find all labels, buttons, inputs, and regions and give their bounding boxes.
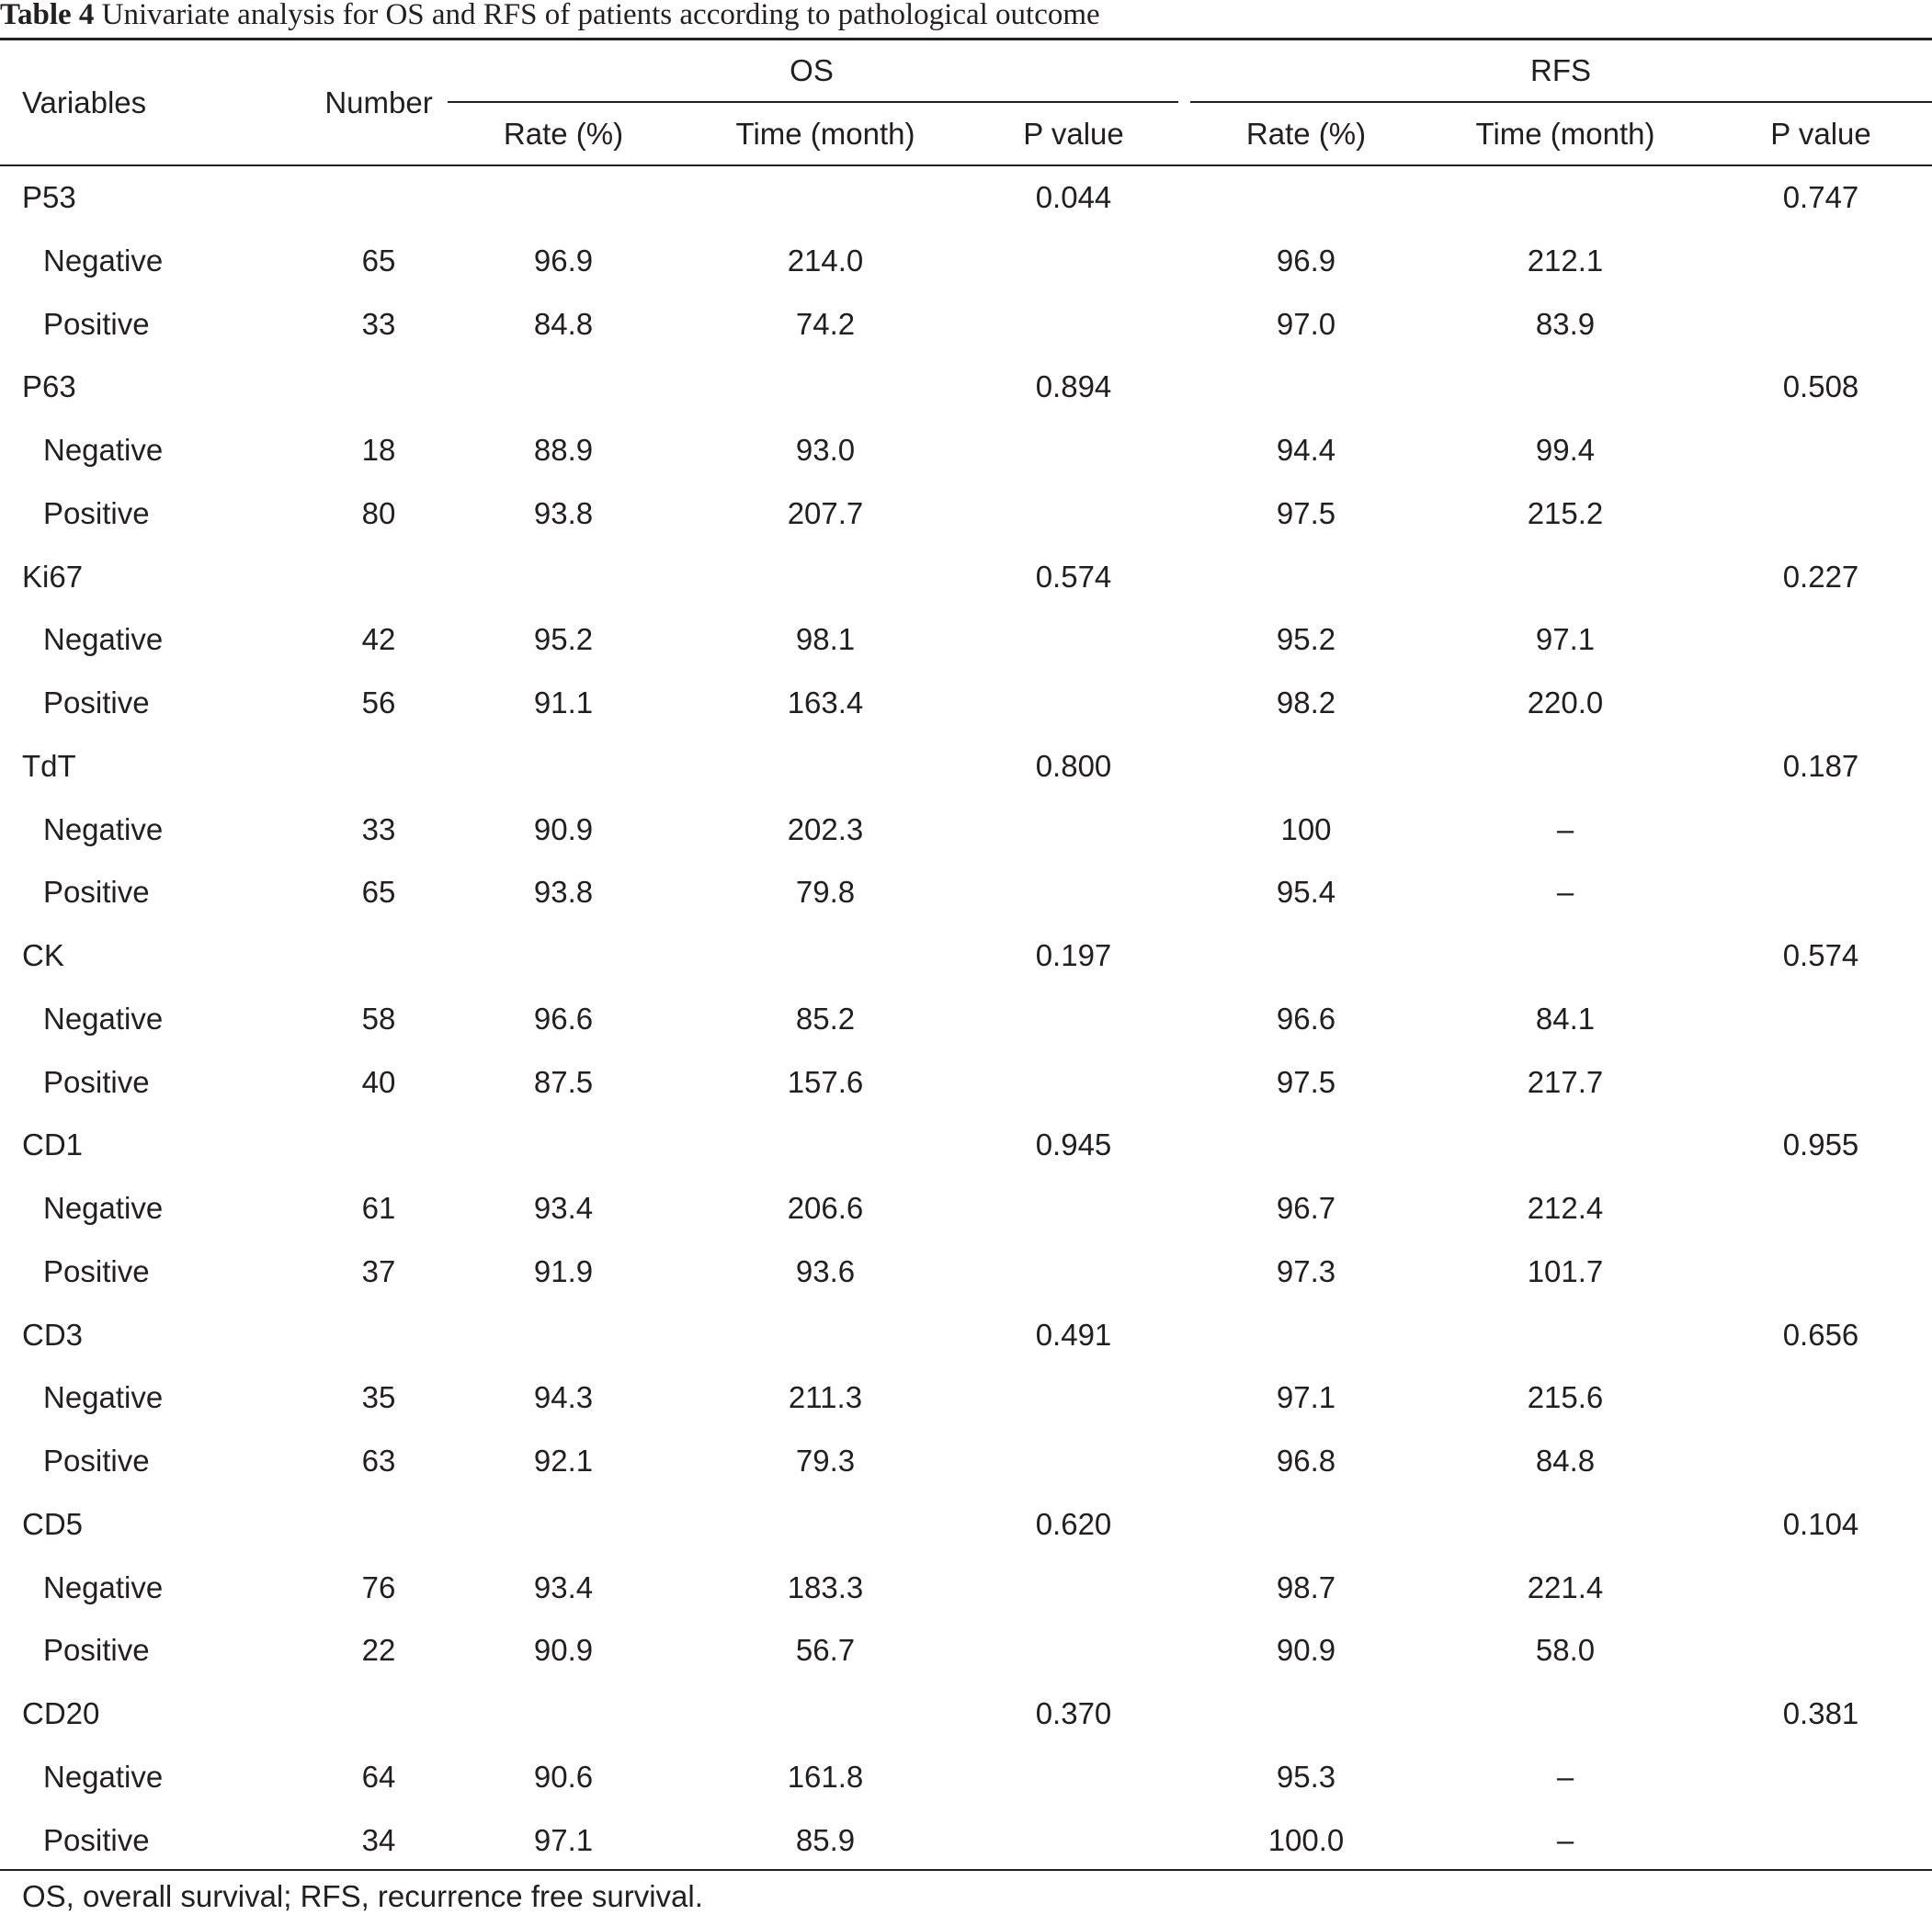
subgroup-label: Positive bbox=[43, 686, 150, 720]
rfs-time: – bbox=[1556, 875, 1574, 909]
rfs-time: – bbox=[1556, 1823, 1574, 1857]
os-rate: 95.2 bbox=[533, 622, 594, 656]
subgroup-label: Negative bbox=[43, 1380, 164, 1414]
subgroup-label: Negative bbox=[43, 244, 164, 278]
os-group-rule bbox=[448, 101, 1178, 103]
os-rate: 96.9 bbox=[533, 244, 594, 278]
subgroup-label: Positive bbox=[43, 1633, 150, 1667]
rfs-rate: 97.5 bbox=[1276, 496, 1336, 530]
subgroup-label: Negative bbox=[43, 1191, 164, 1225]
rfs-rate: 97.5 bbox=[1276, 1065, 1336, 1099]
os-time: 211.3 bbox=[788, 1380, 863, 1414]
variable-name: CD3 bbox=[22, 1318, 84, 1352]
rfs-rate: 100 bbox=[1280, 812, 1332, 846]
rfs-p-value: 0.656 bbox=[1782, 1318, 1859, 1352]
table-footnote: OS, overall survival; RFS, recurrence free survival. bbox=[22, 1879, 703, 1913]
subgroup-label: Negative bbox=[43, 433, 164, 467]
rfs-rate: 96.8 bbox=[1276, 1444, 1336, 1478]
rfs-rate: 96.6 bbox=[1276, 1002, 1336, 1036]
rfs-time: 217.7 bbox=[1527, 1065, 1604, 1099]
header-rfs-time: Time (month) bbox=[1475, 117, 1655, 151]
rfs-rate: 97.0 bbox=[1276, 307, 1336, 341]
table-label: Table 4 bbox=[0, 0, 95, 31]
patient-count: 33 bbox=[361, 307, 396, 341]
os-time: 214.0 bbox=[787, 244, 864, 278]
patient-count: 64 bbox=[361, 1760, 396, 1794]
subgroup-label: Negative bbox=[43, 622, 164, 656]
subgroup-label: Negative bbox=[43, 1760, 164, 1794]
rfs-time: 83.9 bbox=[1535, 307, 1596, 341]
patient-count: 61 bbox=[361, 1191, 396, 1225]
os-rate: 91.1 bbox=[533, 686, 594, 720]
variable-name: Ki67 bbox=[22, 560, 84, 594]
os-time: 183.3 bbox=[787, 1570, 864, 1604]
os-p-value: 0.945 bbox=[1035, 1127, 1112, 1161]
os-rate: 93.4 bbox=[533, 1570, 594, 1604]
rfs-rate: 95.2 bbox=[1276, 622, 1336, 656]
patient-count: 18 bbox=[361, 433, 396, 467]
os-time: 157.6 bbox=[787, 1065, 864, 1099]
os-p-value: 0.800 bbox=[1035, 749, 1112, 783]
patient-count: 37 bbox=[361, 1254, 396, 1288]
patient-count: 22 bbox=[361, 1633, 396, 1667]
os-p-value: 0.491 bbox=[1035, 1318, 1112, 1352]
os-p-value: 0.894 bbox=[1035, 369, 1112, 403]
table-title: Univariate analysis for OS and RFS of patients according to pathological outcome bbox=[101, 0, 1100, 31]
subgroup-label: Positive bbox=[43, 875, 150, 909]
subgroup-label: Positive bbox=[43, 1444, 150, 1478]
os-rate: 97.1 bbox=[533, 1823, 594, 1857]
patient-count: 35 bbox=[361, 1380, 396, 1414]
rfs-p-value: 0.747 bbox=[1782, 180, 1859, 214]
rfs-time: 215.6 bbox=[1527, 1380, 1604, 1414]
rfs-time: 101.7 bbox=[1527, 1254, 1604, 1288]
rfs-time: 220.0 bbox=[1527, 686, 1604, 720]
variable-name: P53 bbox=[22, 180, 76, 214]
top-rule bbox=[0, 38, 1932, 40]
rfs-rate: 96.9 bbox=[1276, 244, 1336, 278]
os-time: 202.3 bbox=[787, 812, 864, 846]
variable-name: CK bbox=[22, 938, 64, 972]
subgroup-label: Negative bbox=[43, 1002, 164, 1036]
subgroup-label: Positive bbox=[43, 1065, 150, 1099]
subgroup-label: Positive bbox=[43, 1823, 150, 1857]
rfs-p-value: 0.104 bbox=[1782, 1507, 1859, 1541]
rfs-rate: 95.4 bbox=[1276, 875, 1336, 909]
patient-count: 56 bbox=[361, 686, 396, 720]
rfs-rate: 97.1 bbox=[1276, 1380, 1336, 1414]
header-os-p: P value bbox=[1023, 117, 1124, 151]
rfs-time: 97.1 bbox=[1535, 622, 1596, 656]
subgroup-label: Negative bbox=[43, 812, 164, 846]
os-rate: 87.5 bbox=[533, 1065, 594, 1099]
patient-count: 80 bbox=[361, 496, 396, 530]
header-rfs-p: P value bbox=[1770, 117, 1871, 151]
os-p-value: 0.574 bbox=[1035, 560, 1112, 594]
rfs-time: 84.8 bbox=[1535, 1444, 1596, 1478]
rfs-p-value: 0.381 bbox=[1782, 1696, 1859, 1730]
os-rate: 90.6 bbox=[533, 1760, 594, 1794]
os-rate: 88.9 bbox=[533, 433, 594, 467]
subgroup-label: Positive bbox=[43, 1254, 150, 1288]
os-time: 207.7 bbox=[787, 496, 864, 530]
os-time: 74.2 bbox=[795, 307, 856, 341]
os-p-value: 0.197 bbox=[1035, 938, 1112, 972]
variable-name: P63 bbox=[22, 369, 76, 403]
os-rate: 96.6 bbox=[533, 1002, 594, 1036]
rfs-time: – bbox=[1556, 1760, 1574, 1794]
os-time: 85.2 bbox=[795, 1002, 856, 1036]
rfs-rate: 97.3 bbox=[1276, 1254, 1336, 1288]
subgroup-label: Positive bbox=[43, 496, 150, 530]
patient-count: 58 bbox=[361, 1002, 396, 1036]
variable-name: TdT bbox=[22, 749, 76, 783]
subgroup-label: Negative bbox=[43, 1570, 164, 1604]
rfs-time: 58.0 bbox=[1535, 1633, 1596, 1667]
os-rate: 93.8 bbox=[533, 875, 594, 909]
patient-count: 34 bbox=[361, 1823, 396, 1857]
os-time: 98.1 bbox=[795, 622, 856, 656]
os-p-value: 0.620 bbox=[1035, 1507, 1112, 1541]
rfs-time: 221.4 bbox=[1527, 1570, 1604, 1604]
patient-count: 40 bbox=[361, 1065, 396, 1099]
header-os-rate: Rate (%) bbox=[503, 117, 624, 151]
os-time: 206.6 bbox=[787, 1191, 864, 1225]
os-time: 79.8 bbox=[795, 875, 856, 909]
header-os-group: OS bbox=[790, 53, 834, 87]
os-rate: 93.8 bbox=[533, 496, 594, 530]
os-rate: 91.9 bbox=[533, 1254, 594, 1288]
header-rfs-rate: Rate (%) bbox=[1245, 117, 1367, 151]
os-time: 79.3 bbox=[795, 1444, 856, 1478]
header-rule bbox=[0, 164, 1932, 166]
os-time: 85.9 bbox=[795, 1823, 856, 1857]
rfs-time: 99.4 bbox=[1535, 433, 1596, 467]
patient-count: 65 bbox=[361, 875, 396, 909]
rfs-time: 215.2 bbox=[1527, 496, 1604, 530]
rfs-p-value: 0.187 bbox=[1782, 749, 1859, 783]
patient-count: 63 bbox=[361, 1444, 396, 1478]
patient-count: 65 bbox=[361, 244, 396, 278]
rfs-time: 84.1 bbox=[1535, 1002, 1596, 1036]
patient-count: 33 bbox=[361, 812, 396, 846]
rfs-time: 212.4 bbox=[1527, 1191, 1604, 1225]
rfs-p-value: 0.508 bbox=[1782, 369, 1859, 403]
rfs-p-value: 0.227 bbox=[1782, 560, 1859, 594]
rfs-p-value: 0.955 bbox=[1782, 1127, 1859, 1161]
variable-name: CD5 bbox=[22, 1507, 84, 1541]
os-rate: 94.3 bbox=[533, 1380, 594, 1414]
os-time: 93.0 bbox=[795, 433, 856, 467]
variable-name: CD1 bbox=[22, 1127, 84, 1161]
rfs-group-rule bbox=[1190, 101, 1932, 103]
rfs-time: – bbox=[1556, 812, 1574, 846]
rfs-rate: 98.7 bbox=[1276, 1570, 1336, 1604]
header-rfs-group: RFS bbox=[1530, 53, 1591, 87]
header-variables: Variables bbox=[22, 85, 147, 119]
rfs-rate: 90.9 bbox=[1276, 1633, 1336, 1667]
header-os-time: Time (month) bbox=[735, 117, 915, 151]
patient-count: 42 bbox=[361, 622, 396, 656]
os-rate: 92.1 bbox=[533, 1444, 594, 1478]
patient-count: 76 bbox=[361, 1570, 396, 1604]
os-p-value: 0.044 bbox=[1035, 180, 1112, 214]
rfs-rate: 98.2 bbox=[1276, 686, 1336, 720]
variable-name: CD20 bbox=[22, 1696, 100, 1730]
os-time: 163.4 bbox=[787, 686, 864, 720]
rfs-p-value: 0.574 bbox=[1782, 938, 1859, 972]
rfs-time: 212.1 bbox=[1527, 244, 1604, 278]
os-rate: 93.4 bbox=[533, 1191, 594, 1225]
os-p-value: 0.370 bbox=[1035, 1696, 1112, 1730]
rfs-rate: 94.4 bbox=[1276, 433, 1336, 467]
rfs-rate: 96.7 bbox=[1276, 1191, 1336, 1225]
os-time: 161.8 bbox=[787, 1760, 864, 1794]
os-rate: 90.9 bbox=[533, 812, 594, 846]
subgroup-label: Positive bbox=[43, 307, 150, 341]
bottom-rule bbox=[0, 1869, 1932, 1871]
os-time: 93.6 bbox=[795, 1254, 856, 1288]
table-caption bbox=[0, 0, 1100, 37]
rfs-rate: 100.0 bbox=[1267, 1823, 1345, 1857]
os-rate: 90.9 bbox=[533, 1633, 594, 1667]
header-number: Number bbox=[324, 85, 433, 119]
rfs-rate: 95.3 bbox=[1276, 1760, 1336, 1794]
os-rate: 84.8 bbox=[533, 307, 594, 341]
os-time: 56.7 bbox=[795, 1633, 856, 1667]
